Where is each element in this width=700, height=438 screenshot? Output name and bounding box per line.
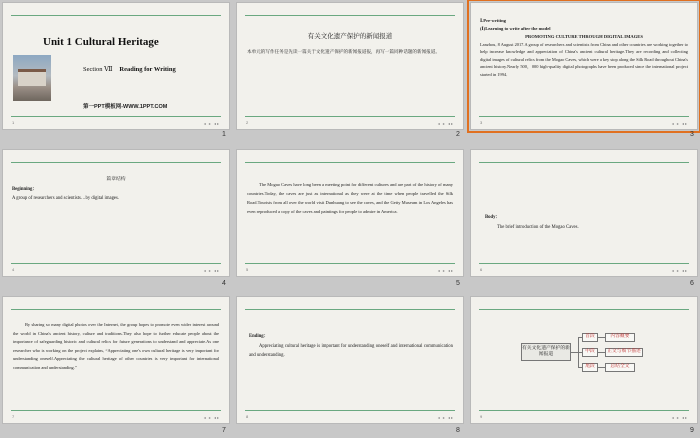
diagram-part-box: 中段 bbox=[582, 348, 598, 357]
top-rule bbox=[11, 309, 221, 310]
heritage-photo bbox=[13, 55, 51, 101]
slide-nav-icon: ◂ ▸ ◂▸ bbox=[203, 415, 220, 420]
bottom-rule bbox=[479, 410, 689, 411]
slide-thumbnail-3[interactable] bbox=[470, 2, 698, 130]
slide-thumbnail-4[interactable] bbox=[2, 149, 230, 277]
bottom-rule bbox=[11, 263, 221, 264]
slide-body: By sharing so many digital photos over the Internet, the group hopes to promote even wider interest around the world in China's ancient history, culture and traditions.They also hope to further educate people about the importance of safeguarding historic and cultural relics for future generations to understand and appreciate.As one researcher who is working on the project explains, “Appreciating one's own cultural heritage is very important for understanding oneself.Appreciating the cultural heritage of other countries is very important for international communication and understanding.” bbox=[13, 322, 219, 370]
slide-number: 6 bbox=[690, 280, 694, 287]
bottom-rule bbox=[479, 116, 689, 117]
slide-nav-icon: ◂ ▸ ◂▸ bbox=[671, 268, 688, 273]
top-rule bbox=[245, 309, 455, 310]
section-label: Body： bbox=[485, 215, 501, 220]
slide-number: 3 bbox=[690, 131, 694, 138]
bottom-rule bbox=[245, 116, 455, 117]
slide-nav-icon: ◂ ▸ ◂▸ bbox=[203, 268, 220, 273]
slide-footer-number: 8 bbox=[246, 414, 249, 419]
top-rule bbox=[479, 309, 689, 310]
top-rule bbox=[11, 162, 221, 163]
slide-nav-icon: ◂ ▸ ◂▸ bbox=[437, 268, 454, 273]
diagram-part-box: 尾段 bbox=[582, 363, 598, 372]
slide-thumbnail-1[interactable] bbox=[2, 2, 230, 130]
section-heading: Ⅰ.Pre-writing bbox=[480, 18, 506, 23]
template-link: 第一PPT模板网-WWW.1PPT.COM bbox=[83, 104, 168, 110]
slide-number: 4 bbox=[222, 280, 226, 287]
bottom-rule bbox=[245, 410, 455, 411]
bottom-rule bbox=[245, 263, 455, 264]
slide-footer-number: 3 bbox=[480, 120, 483, 125]
bottom-rule bbox=[11, 410, 221, 411]
slide-footer-number: 2 bbox=[246, 120, 249, 125]
diagram-detail-box: 总结全文 bbox=[605, 363, 635, 372]
slide-nav-icon: ◂ ▸ ◂▸ bbox=[203, 121, 220, 126]
diagram-detail-box: 内容概要 bbox=[605, 333, 635, 342]
slide-number: 7 bbox=[222, 427, 226, 434]
slide-number: 9 bbox=[690, 427, 694, 434]
slide-footer-number: 9 bbox=[480, 414, 483, 419]
slide-body: Lanzhou, 8 August 2017.A group of researchers and scientists from China and other countries are working together to help increase knowledge and appreciation of China's ancient cultural heritage.They are recording and collecting digital images of cultural relics from the Mogao Caves, which were a key stop along the Silk Road throughout China's ancient history.Nearly 500，000 high-quality digital photographs have been produced since the international project started in 1994． bbox=[480, 42, 688, 77]
diagram-part-box: 首段 bbox=[582, 333, 598, 342]
connector bbox=[598, 367, 605, 368]
slide-body: A group of researchers and scientists…by digital images. bbox=[12, 196, 120, 201]
connector bbox=[598, 352, 605, 353]
section-label: Ending： bbox=[249, 334, 269, 339]
top-rule bbox=[245, 162, 455, 163]
slide-footer-number: 7 bbox=[12, 414, 15, 419]
slide-body: The brief introduction of the Mogao Caves. bbox=[497, 225, 579, 230]
slide-number: 1 bbox=[222, 131, 226, 138]
article-title: PROMOTING CULTURE THROUGH DIGITAL IMAGES bbox=[525, 34, 643, 39]
slide-title: Unit 1 Cultural Heritage bbox=[43, 36, 159, 48]
slide-body: The Mogao Caves have long been a meeting point for different cultures and are part of the history of many countries.Today, the caves are just as international as they were at the time when people travelled the Silk Road.Tourists from all over the world visit Dunhuang to see the caves, and the Getty Museum in Los Angeles has even reproduced a copy of the caves and paintings for people to admire in America. bbox=[247, 182, 453, 214]
slide-thumbnail-5[interactable] bbox=[236, 149, 464, 277]
slide-footer-number: 1 bbox=[12, 120, 15, 125]
bottom-rule bbox=[479, 263, 689, 264]
slide-footer-number: 4 bbox=[12, 267, 15, 272]
top-rule bbox=[245, 15, 455, 16]
slide-body: 本单元的写作任务是先读一篇关于文化遗产保护的新闻报道报，再写一篇同种话题的新闻报道。 bbox=[247, 50, 440, 55]
diagram-main-box: 有关文化遗产保护的新闻报道 bbox=[521, 343, 571, 361]
bottom-rule bbox=[11, 116, 221, 117]
slide-nav-icon: ◂ ▸ ◂▸ bbox=[671, 121, 688, 126]
connector bbox=[571, 352, 578, 353]
top-rule bbox=[479, 162, 689, 163]
slide-thumbnail-8[interactable] bbox=[236, 296, 464, 424]
slide-nav-icon: ◂ ▸ ◂▸ bbox=[437, 121, 454, 126]
slide-thumbnail-2[interactable] bbox=[236, 2, 464, 130]
section-label: Beginning： bbox=[12, 187, 38, 192]
slide-number: 8 bbox=[456, 427, 460, 434]
slide-title: 篇章结构 bbox=[106, 177, 126, 182]
slide-thumbnail-7[interactable] bbox=[2, 296, 230, 424]
slide-footer-number: 6 bbox=[480, 267, 483, 272]
slide-number: 5 bbox=[456, 280, 460, 287]
connector bbox=[598, 337, 605, 338]
slide-body: Appreciating cultural heritage is important for understanding oneself and international communication and understanding. bbox=[249, 344, 453, 358]
slide-thumbnail-9[interactable] bbox=[470, 296, 698, 424]
slide-nav-icon: ◂ ▸ ◂▸ bbox=[437, 415, 454, 420]
slide-nav-icon: ◂ ▸ ◂▸ bbox=[671, 415, 688, 420]
section-label: Section Ⅶ Reading for Writing bbox=[83, 66, 176, 73]
slide-footer-number: 5 bbox=[246, 267, 249, 272]
top-rule bbox=[11, 15, 221, 16]
slide-thumbnail-6[interactable] bbox=[470, 149, 698, 277]
diagram-detail-box: 正文与细节描述 bbox=[605, 348, 643, 357]
subsection-heading: (Ⅰ)Learning to write after the model bbox=[480, 26, 551, 31]
slide-title: 有关文化遗产保护的新闻报道 bbox=[307, 32, 393, 40]
slide-number: 2 bbox=[456, 131, 460, 138]
